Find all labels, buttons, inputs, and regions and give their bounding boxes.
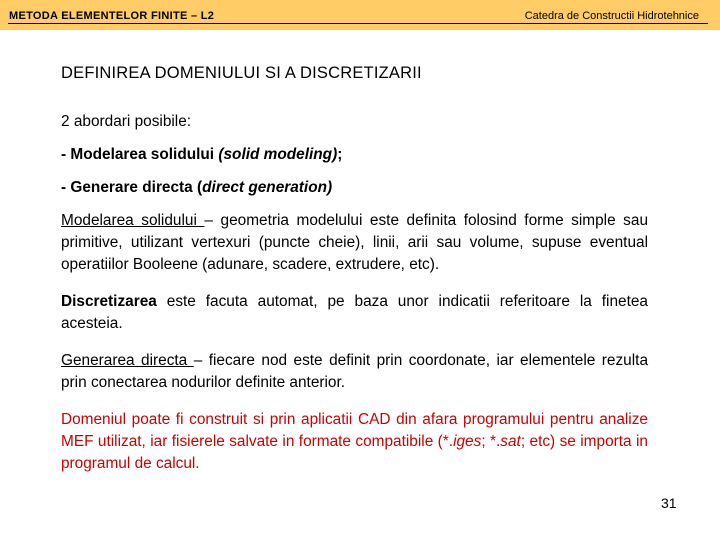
slide-title: DEFINIREA DOMENIULUI SI A DISCRETIZARII (61, 64, 422, 82)
option-solid-modeling: - Modelarea solidului (solid modeling); (61, 146, 343, 163)
course-title: METODA ELEMENTELOR FINITE – L2 (9, 10, 215, 22)
header-divider (8, 23, 708, 24)
department-name: Catedra de Constructii Hidrotehnice (524, 10, 699, 22)
direct-generation-paragraph: Generarea directa – fiecare nod este definit prin coordonate, iar elementele rezulta prin conectarea nodurilor definite anterior. (61, 352, 648, 391)
option-direct-generation: - Generare directa (direct generation) (61, 179, 333, 196)
cad-paragraph: Domeniul poate fi construit si prin aplicatii CAD din afara programului pentru analize MEF utilizat, iar fisierele salvate in formate compatibile (*.iges; *.sat; etc) se importa in programul de calcul. (61, 411, 648, 472)
solid-modeling-paragraph: Modelarea solidului – geometria modelului este definita folosind forme simple sau primitive, utilizant vertexuri (puncte cheie), linii, arii sau volume, supuse eventual operatiilor Booleene (adunare, scadere, extrudere, etc). (61, 212, 649, 273)
solid-modeling-term: Modelarea solidului (61, 212, 205, 229)
slide-content (61, 56, 648, 475)
discretization-paragraph: Discretizarea este facuta automat, pe baza unor indicatii referitoare la finetea acesteia. (61, 293, 648, 332)
page-number: 31 (661, 495, 677, 511)
discretization-term: Discretizarea (61, 293, 157, 310)
intro-text: 2 abordari posibile: (61, 113, 192, 130)
direct-generation-term: Generarea directa (61, 352, 194, 369)
